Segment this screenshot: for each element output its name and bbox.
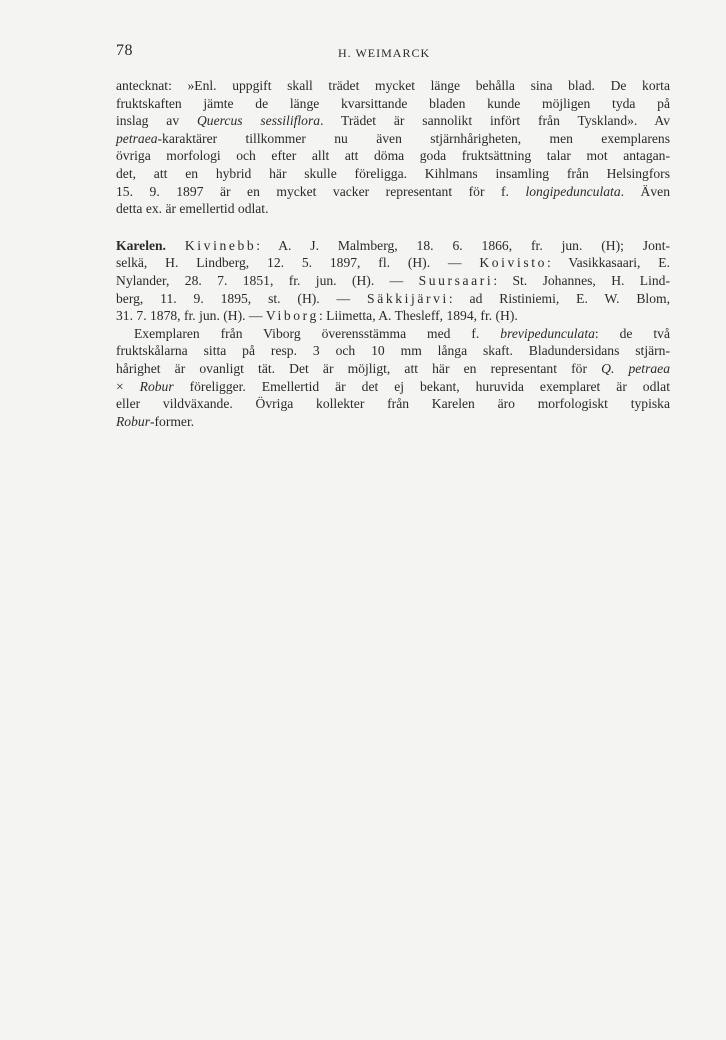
running-head: H. WEIMARCK (338, 46, 431, 60)
paragraph-2 (116, 237, 670, 431)
text-line: 15. 9. 1897 är en mycket vacker representant för f. longipedunculata. Även (116, 183, 670, 199)
text-line: Robur-former. (116, 413, 195, 429)
italic-taxon: Quercus sessiliflora (196, 113, 321, 129)
italic-taxon: Robur (116, 413, 150, 429)
text-line: 31. 7. 1878, fr. jun. (H). — Viborg: Liimetta, A. Thesleff, 1894, fr. (H). (116, 308, 518, 324)
text-line: selkä, H. Lindberg, 12. 5. 1897, fl. (H). — Koivisto: Vasikkasaari, E. (116, 255, 670, 271)
text-line: fruktskålarna sitta på resp. 3 och 10 mm långa skaft. Bladundersidans stjärn- (116, 343, 670, 359)
text-line: det, att en hybrid här skulle föreligga. Kihlmans insamling från Helsingfors (116, 165, 670, 181)
italic-taxon: Robur (139, 378, 174, 394)
italic-taxon: brevipedunculata (500, 325, 595, 341)
text-line: berg, 11. 9. 1895, st. (H). — Säkkijärvi: ad Ristiniemi, E. W. Blom, (116, 290, 670, 306)
text-line: övriga morfologi och efter allt att döma goda fruktsättning talar mot antagan- (116, 148, 670, 164)
text-line: hårighet är ovanligt tät. Det är möjligt, att här en representant för Q. petraea (116, 360, 670, 376)
locality: Viborg (265, 308, 319, 324)
text-line: fruktskaften jämte de länge kvarsittande bladen kunde möjligen tyda på (116, 95, 670, 111)
paragraph-1 (116, 77, 670, 218)
text-line: petraea-karaktärer tillkommer nu även stjärnhårigheten, men exemplarens (116, 130, 670, 146)
text-line: Nylander, 28. 7. 1851, fr. jun. (H). — Suursaari: St. Johannes, H. Lind- (116, 272, 670, 288)
italic-taxon: longipedunculata (525, 183, 621, 199)
text-line: Karelen. Kivinebb: A. J. Malmberg, 18. 6. 1866, fr. jun. (H); Jont- (116, 237, 670, 253)
locality: Kivinebb (184, 237, 257, 253)
body-text (116, 77, 670, 430)
text-line: detta ex. är emellertid odlat. (116, 201, 269, 217)
locality: Säkkijärvi (367, 290, 449, 306)
locality: Koivisto (479, 255, 547, 271)
text-line: Exemplaren från Viborg överensstämma med f. brevipedunculata: de två (134, 325, 670, 341)
region-heading: Karelen. (116, 237, 166, 253)
page-number: 78 (116, 42, 133, 59)
text-line: inslag av Quercus sessiliflora. Trädet är sannolikt infört från Tyskland». Av (116, 113, 671, 129)
text-line: × Robur föreligger. Emellertid är det ej bekant, huruvida exemplaret är odlat (116, 378, 670, 394)
italic-taxon: Q. petraea (601, 360, 670, 376)
text-line: antecknat: »Enl. uppgift skall trädet mycket länge behålla sina blad. De korta (116, 78, 670, 93)
italic-taxon: petraea (116, 130, 158, 146)
text-line: eller vildväxande. Övriga kollekter från Karelen äro morfologiskt typiska (116, 396, 670, 412)
locality: Suursaari (418, 272, 494, 288)
